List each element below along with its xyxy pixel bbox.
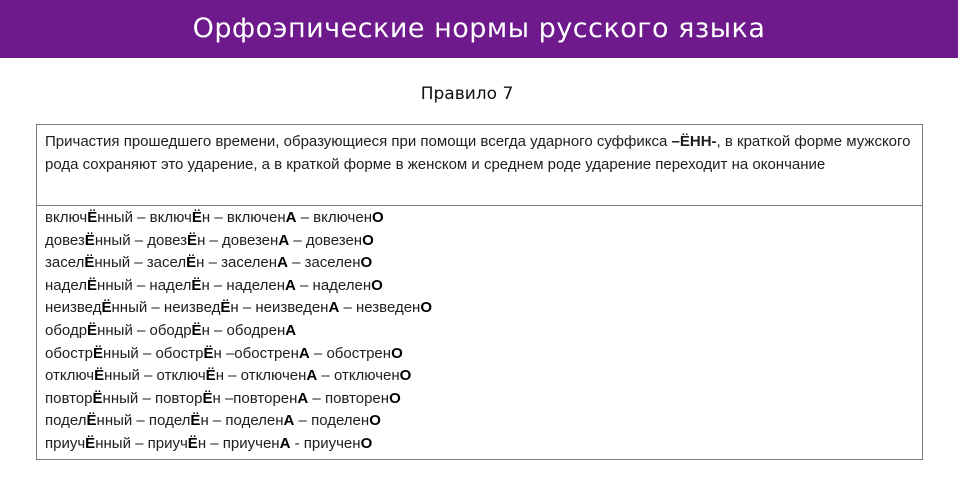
- stressed-vowel: Ё: [87, 321, 98, 339]
- stressed-vowel: Ё: [190, 412, 201, 430]
- word-part: засел: [45, 254, 85, 272]
- word-part: н – поделен: [200, 412, 284, 430]
- word-part: н –повторен: [212, 389, 298, 407]
- word-part: довез: [45, 231, 85, 249]
- rule-description: [37, 125, 922, 206]
- word-part: – незведен: [339, 299, 421, 317]
- stressed-vowel: А: [297, 389, 309, 407]
- word-part: н – заселен: [196, 254, 278, 272]
- word-part: приуч: [45, 434, 86, 452]
- stressed-vowel: Ё: [92, 389, 103, 407]
- word-part: – поделен: [294, 412, 370, 430]
- rule-label: Правило 7: [420, 84, 514, 104]
- word-part: включ: [45, 209, 88, 226]
- example-line: [45, 297, 914, 320]
- stressed-vowel: Ё: [186, 254, 197, 272]
- word-part: обостр: [45, 344, 93, 362]
- word-part: нный – повтор: [102, 389, 203, 407]
- stressed-vowel: Ё: [101, 299, 112, 317]
- rule-description-text-end: , в краткой форме мужского рода сохраняют это ударение, а в краткой форме в женском и среднем роде ударение переходит на окончание: [45, 133, 911, 173]
- stressed-vowel: Ё: [203, 344, 214, 362]
- stressed-vowel: Ё: [84, 254, 95, 272]
- stressed-vowel: А: [277, 254, 288, 272]
- page-title: Орфоэпические нормы русского языка: [192, 12, 766, 44]
- word-part: нный – довез: [94, 231, 188, 249]
- word-part: – включен: [296, 209, 372, 226]
- word-part: нный – надел: [97, 276, 192, 294]
- stressed-vowel: Ё: [94, 367, 105, 385]
- rule-suffix: –ЁНН-: [671, 133, 717, 150]
- stressed-vowel: О: [369, 412, 381, 430]
- word-part: – обострен: [309, 344, 392, 362]
- example-line: [45, 230, 914, 253]
- stressed-vowel: Ё: [202, 389, 213, 407]
- rule-table: [36, 124, 923, 460]
- word-part: – заселен: [287, 254, 361, 272]
- word-part: нный – неизвед: [111, 299, 221, 317]
- stressed-vowel: О: [391, 344, 403, 362]
- example-line: [45, 320, 914, 343]
- word-part: н – ободрен: [201, 321, 286, 339]
- word-part: - приучен: [290, 434, 361, 452]
- word-part: нный – подел: [96, 412, 191, 430]
- stressed-vowel: Ё: [187, 231, 198, 249]
- stressed-vowel: А: [328, 299, 340, 317]
- stressed-vowel: О: [371, 276, 383, 294]
- stressed-vowel: Ё: [86, 276, 98, 294]
- stressed-vowel: Ё: [93, 344, 104, 362]
- stressed-vowel: Ё: [187, 434, 198, 452]
- stressed-vowel: А: [283, 412, 295, 430]
- example-line: [45, 433, 914, 456]
- examples-list: [37, 207, 922, 456]
- word-part: нный – включ: [97, 209, 192, 226]
- rule-description-text: Причастия прошедшего времени, образующиеся при помощи всегда ударного суффикса: [45, 133, 672, 150]
- example-line: [45, 410, 914, 433]
- stressed-vowel: Ё: [191, 276, 202, 294]
- stressed-vowel: Ё: [205, 367, 216, 385]
- word-part: отключ: [45, 367, 95, 385]
- word-part: н – наделен: [201, 276, 286, 294]
- stressed-vowel: Ё: [84, 231, 95, 249]
- word-part: нный – приуч: [95, 434, 188, 452]
- example-line: [45, 275, 914, 298]
- stressed-vowel: А: [279, 434, 291, 452]
- stressed-vowel: О: [360, 254, 373, 272]
- stressed-vowel: Ё: [85, 434, 96, 452]
- stressed-vowel: А: [285, 321, 297, 339]
- word-part: надел: [45, 276, 87, 294]
- stressed-vowel: А: [285, 276, 296, 294]
- header-bar: [0, 0, 958, 58]
- word-part: ободр: [45, 321, 88, 339]
- stressed-vowel: О: [389, 389, 401, 407]
- stressed-vowel: А: [278, 231, 290, 249]
- word-part: – повторен: [308, 389, 390, 407]
- word-part: н – довезен: [197, 231, 279, 249]
- word-part: – наделен: [295, 276, 372, 294]
- word-part: нный – отключ: [104, 367, 206, 385]
- word-part: – довезен: [289, 231, 363, 249]
- example-line: [45, 252, 914, 275]
- word-part: нный – засел: [94, 254, 187, 272]
- example-line: [45, 207, 914, 230]
- word-part: неизвед: [45, 299, 102, 317]
- word-part: – отключен: [317, 367, 400, 385]
- word-part: н – включен: [201, 209, 286, 226]
- stressed-vowel: А: [306, 367, 318, 385]
- stressed-vowel: А: [285, 209, 297, 226]
- word-part: н – неизведен: [230, 299, 329, 317]
- word-part: н – приучен: [197, 434, 280, 452]
- example-line: [45, 388, 914, 411]
- stressed-vowel: О: [420, 299, 433, 317]
- stressed-vowel: Ё: [86, 412, 97, 430]
- example-line: [45, 365, 914, 388]
- word-part: подел: [45, 412, 87, 430]
- word-part: н – отключен: [215, 367, 307, 385]
- example-line: [45, 343, 914, 366]
- stressed-vowel: А: [298, 344, 310, 362]
- stressed-vowel: О: [399, 367, 412, 385]
- word-part: повтор: [45, 389, 93, 407]
- stressed-vowel: О: [360, 434, 373, 452]
- stressed-vowel: Ё: [191, 321, 202, 339]
- word-part: нный – ободр: [97, 321, 192, 339]
- stressed-vowel: О: [362, 231, 374, 249]
- word-part: н –обострен: [213, 344, 299, 362]
- stressed-vowel: О: [372, 209, 384, 226]
- stressed-vowel: Ё: [220, 299, 231, 317]
- stressed-vowel: Ё: [191, 209, 202, 226]
- word-part: нный – обостр: [103, 344, 204, 362]
- stressed-vowel: Ё: [87, 209, 98, 226]
